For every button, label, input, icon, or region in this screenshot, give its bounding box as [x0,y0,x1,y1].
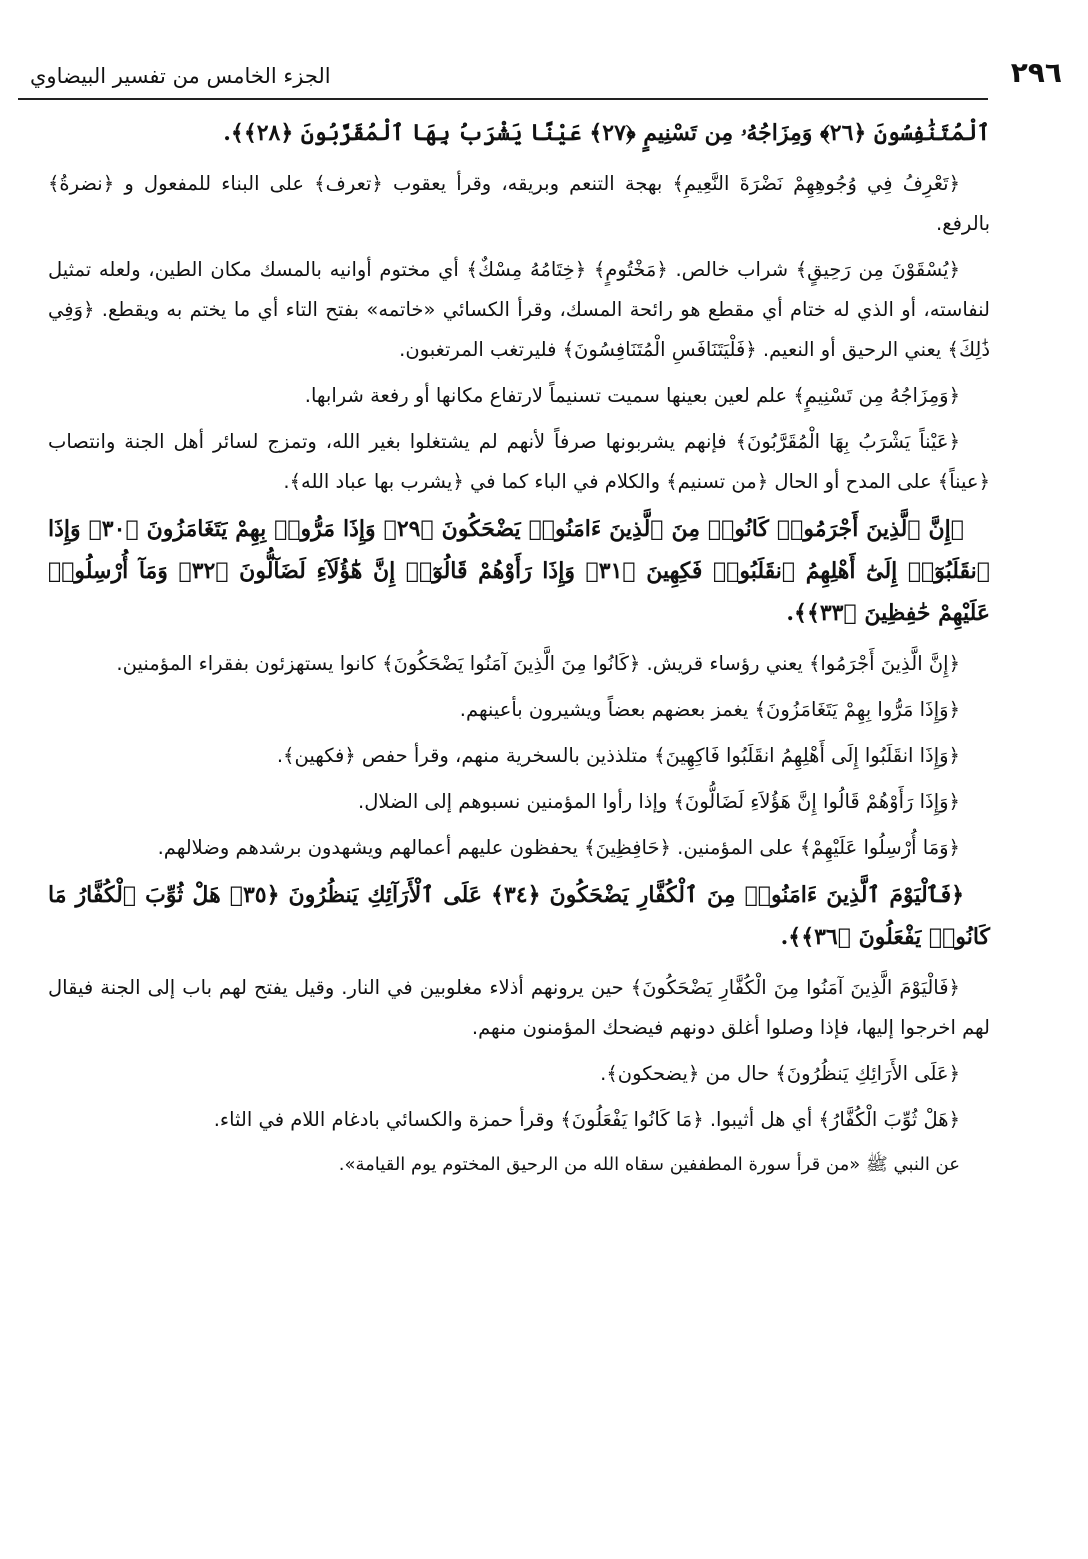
commentary-paragraph: ﴿يُسْقَوْنَ مِن رَحِيقٍ﴾ شراب خالص. ﴿مَخْتُومٍ﴾ ﴿خِتَامُهُ مِسْكٌ﴾ أي مختوم أوانيه بالمسك مكان الطين، ولعله تمثيل لنفاسته، أو الذي له ختام أي مقطع هو رائحة المسك، وقرأ الكسائي «خاتمه» بفتح التاء أي ما يختم به ويقطع. ﴿وَفِي ذَٰلِكَ﴾ يعني الرحيق أو النعيم. ﴿فَلْيَتَنَافَسِ الْمُتَنَافِسُونَ﴾ فليرتغب المرتغبون. [48,258,990,361]
header-rule [18,98,988,100]
hadith-paragraph: عن النبي ﷺ «من قرأ سورة المطففين سقاه الله من الرحيق المختوم يوم القيامة». [338,1154,960,1175]
commentary-paragraph: ﴿فَالْيَوْمَ الَّذِينَ آمَنُوا مِنَ الْكُفَّارِ يَضْحَكُونَ﴾ حين يرونهم أذلاء مغلوبين في النار. وقيل يفتح لهم باب إلى الجنة فيقال لهم اخرجوا إليها، فإذا وصلوا أغلق دونهم فيضحك المؤمنون منهم. [48,976,990,1039]
commentary-paragraph: ﴿هَلْ ثُوِّبَ الْكُفَّارُ﴾ أي هل أثيبوا. ﴿مَا كَانُوا يَفْعَلُونَ﴾ وقرأ حمزة والكسائي بادغام اللام في الثاء. [213,1108,960,1131]
commentary-paragraph: ﴿وَإِذَا مَرُّوا بِهِمْ يَتَغَامَزُونَ﴾ يغمز بعضهم بعضاً ويشيرون بأعينهم. [459,698,960,721]
commentary-paragraph: ﴿إِنَّ الَّذِينَ أَجْرَمُوا﴾ يعني رؤساء قريش. ﴿كَانُوا مِنَ الَّذِينَ آمَنُوا يَضْحَكُونَ﴾ كانوا يستهزئون بفقراء المؤمنين. [116,652,960,675]
page-header [18,56,1062,98]
commentary-paragraph: ﴿تَعْرِفُ فِي وُجُوهِهِمْ نَضْرَةَ النَّعِيمِ﴾ بهجة التنعم وبريقه، وقرأ يعقوب ﴿تعرف﴾ على البناء للمفعول و ﴿نضرةُ﴾ بالرفع. [48,172,990,235]
commentary-paragraph: ﴿وَمَا أُرْسِلُوا عَلَيْهِمْ﴾ على المؤمنين. ﴿حَافِظِينَ﴾ يحفظون عليهم أعمالهم ويشهدون برشدهم وضلالهم. [157,836,960,859]
commentary-paragraph: ﴿وَإِذَا انقَلَبُوا إِلَى أَهْلِهِمُ انقَلَبُوا فَاكِهِينَ﴾ متلذذين بالسخرية منهم، وقرأ حفص ﴿فكهين﴾. [276,744,960,767]
page-body [48,112,990,1190]
commentary-paragraph: ﴿عَلَى الأَرَائِكِ يَنظُرُونَ﴾ حال من ﴿يضحكون﴾. [600,1062,960,1085]
quran-verse-block: ٱلْمُتَنَٰفِسُونَ ﴿٢٦﴾ وَمِزَاجُهُۥ مِن تَسْنِيمٍ ﴿٢٧﴾ عَيْنًا يَشْرَبُ بِهَا ٱلْمُقَرَّبُونَ ﴿٢٨﴾﴾. [223,120,990,146]
commentary-paragraph: ﴿عَيْناً يَشْرَبُ بِهَا الْمُقَرَّبُونَ﴾ فإنهم يشربونها صرفاً لأنهم لم يشتغلوا بغير الله، وتمزج لسائر أهل الجنة وانتصاب ﴿عيناً﴾ على المدح أو الحال ﴿من تسنيم﴾ والكلام في الباء كما في ﴿يشرب بها عباد الله﴾. [48,430,990,493]
quran-verse-block: ﴿فَٱلْيَوْمَ ٱلَّذِينَ ءَامَنُوا۟ مِنَ ٱلْكُفَّارِ يَضْحَكُونَ ﴿٣٤﴾ عَلَى ٱلْأَرَآئِكِ يَنظُرُونَ ﴿٣٥﴾ هَلْ ثُوِّبَ ٱلْكُفَّارُ مَا كَانُوا۟ يَفْعَلُونَ ﴿٣٦﴾﴾. [48,882,990,950]
commentary-paragraph: ﴿وَإِذَا رَأَوْهُمْ قَالُوا إِنَّ هَؤُلاَءِ لَضَالُّونَ﴾ وإذا رأوا المؤمنين نسبوهم إلى الضلال. [358,790,960,813]
running-title: الجزء الخامس من تفسير البيضاوي [30,64,331,88]
page-number: ٢٩٦ [1010,56,1062,89]
commentary-paragraph: ﴿وَمِزَاجُهُ مِن تَسْنِيمٍ﴾ علم لعين بعينها سميت تسنيماً لارتفاع مكانها أو رفعة شرابها. [304,384,960,407]
quran-verse-block: ﴿إِنَّ ٱلَّذِينَ أَجْرَمُوا۟ كَانُوا۟ مِنَ ٱلَّذِينَ ءَامَنُوا۟ يَضْحَكُونَ ﴿٢٩﴾ وَإِذَا مَرُّوا۟ بِهِمْ يَتَغَامَزُونَ ﴿٣٠﴾ وَإِذَا ٱنقَلَبُوٓا۟ إِلَىٰٓ أَهْلِهِمُ ٱنقَلَبُوا۟ فَكِهِينَ ﴿٣١﴾ وَإِذَا رَأَوْهُمْ قَالُوٓا۟ إِنَّ هَٰٓؤُلَآءِ لَضَآلُّونَ ﴿٣٢﴾ وَمَآ أُرْسِلُوا۟ عَلَيْهِمْ حَٰفِظِينَ ﴿٣٣﴾﴾. [48,516,990,626]
